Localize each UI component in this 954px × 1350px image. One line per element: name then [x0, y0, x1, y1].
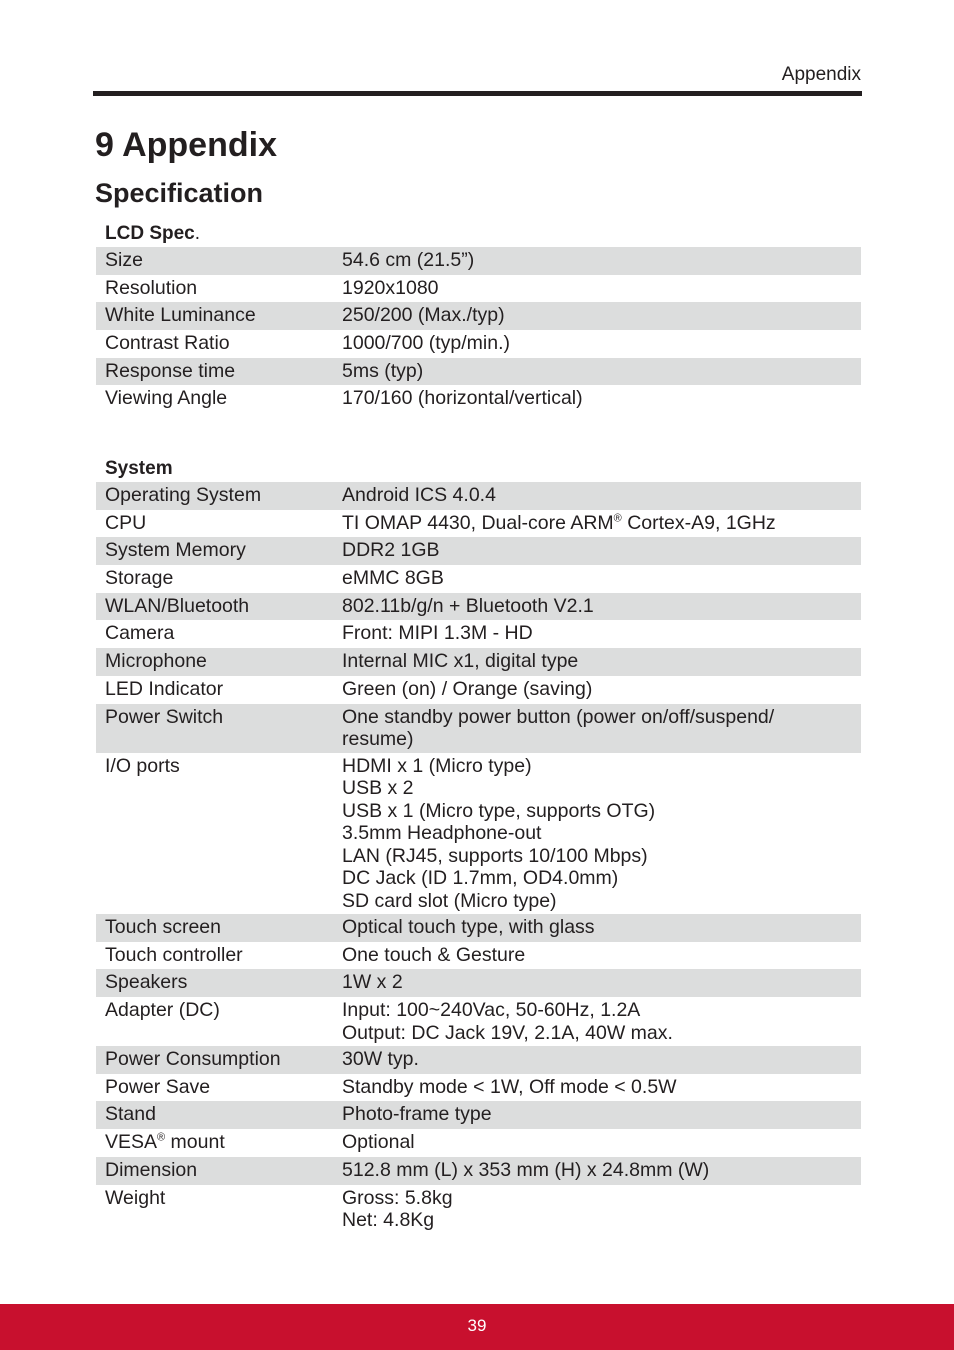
spec-value: 512.8 mm (L) x 353 mm (H) x 24.8mm (W)	[342, 1158, 710, 1181]
spec-value-line: 3.5mm Headphone-out	[342, 822, 542, 844]
spec-label: Response time	[105, 359, 236, 382]
spec-value: One touch & Gesture	[342, 943, 526, 966]
section-title: Specification	[95, 178, 264, 208]
spec-label	[96, 1129, 342, 1157]
spec-value-line: Gross: 5.8kg	[342, 1186, 453, 1209]
page-number: 39	[467, 1316, 487, 1335]
system-spec-title: System	[105, 458, 173, 479]
spec-value: Android ICS 4.0.4	[342, 484, 496, 506]
spec-value	[342, 704, 861, 753]
spec-value: Optical touch type, with glass	[342, 916, 595, 938]
spec-label: Camera	[105, 622, 175, 645]
spec-value-line: DC Jack (ID 1.7mm, OD4.0mm)	[342, 867, 619, 889]
table-row	[96, 1074, 861, 1102]
spec-value: Internal MIC x1, digital type	[342, 650, 579, 673]
registered-mark: ®	[157, 1131, 166, 1144]
table-row	[96, 385, 861, 413]
spec-value: Optional	[342, 1131, 415, 1154]
chapter-title: 9 Appendix	[95, 126, 277, 164]
spec-label: System Memory	[105, 539, 246, 562]
table-row	[96, 510, 861, 538]
spec-value: DDR2 1GB	[342, 539, 440, 562]
system-spec-table	[96, 456, 861, 1234]
spec-label-text: mount	[165, 1131, 225, 1154]
spec-value: 1W x 2	[342, 971, 403, 994]
spec-value-line: USB x 1 (Micro type, supports OTG)	[342, 799, 656, 822]
spec-value: 170/160 (horizontal/vertical)	[342, 387, 583, 410]
spec-value: Standby mode < 1W, Off mode < 0.5W	[342, 1075, 677, 1098]
spec-value-line: USB x 2	[342, 777, 414, 799]
spec-label: Touch controller	[105, 943, 243, 966]
spec-label: Adapter (DC)	[105, 999, 220, 1022]
spec-value-line: resume)	[342, 728, 414, 750]
registered-mark: ®	[613, 512, 622, 525]
table-row	[96, 1157, 861, 1185]
spec-label: Power Switch	[105, 705, 224, 728]
spec-label: I/O ports	[105, 754, 180, 777]
spec-value-line: One standby power button (power on/off/suspend/	[342, 705, 775, 728]
spec-label: CPU	[105, 511, 147, 534]
spec-label: Stand	[105, 1103, 156, 1126]
lcd-spec-title-punct: .	[194, 223, 201, 244]
spec-value	[342, 753, 861, 915]
table-row	[96, 302, 861, 330]
spec-label: White Luminance	[105, 304, 256, 327]
table-row	[96, 704, 861, 753]
spec-value: 54.6 cm (21.5”)	[342, 249, 475, 271]
spec-label: Operating System	[105, 484, 262, 506]
table-row	[96, 565, 861, 593]
table-row	[96, 1046, 861, 1074]
header-rule	[93, 91, 862, 96]
table-row	[96, 942, 861, 970]
spec-value-line: Net: 4.8Kg	[342, 1209, 435, 1231]
spec-value-line: HDMI x 1 (Micro type)	[342, 754, 532, 777]
spec-value-text: TI OMAP 4430, Dual-core ARM	[342, 511, 614, 534]
spec-value-line: Input: 100~240Vac, 50-60Hz, 1.2A	[342, 999, 641, 1022]
spec-label: Contrast Ratio	[105, 332, 230, 355]
spec-label: Weight	[105, 1186, 166, 1209]
spec-value-text: Cortex-A9, 1GHz	[621, 511, 776, 534]
spec-value	[342, 1185, 861, 1234]
spec-label: WLAN/Bluetooth	[105, 594, 250, 617]
spec-value: Front: MIPI 1.3M - HD	[342, 622, 533, 645]
spec-label: Speakers	[105, 971, 188, 994]
spec-value	[342, 510, 861, 538]
lcd-spec-heading	[96, 221, 861, 247]
spec-value: 5ms (typ)	[342, 359, 424, 382]
spec-value-line: LAN (RJ45, supports 10/100 Mbps)	[342, 844, 648, 867]
spec-value: eMMC 8GB	[342, 567, 444, 590]
spec-label: Size	[105, 249, 143, 271]
spec-label: Microphone	[105, 650, 207, 673]
spec-value: Green (on) / Orange (saving)	[342, 677, 593, 700]
table-row	[96, 247, 861, 275]
table-row	[96, 997, 861, 1046]
spec-label: Resolution	[105, 276, 198, 299]
table-row	[96, 358, 861, 386]
table-row	[96, 676, 861, 704]
spec-label: Touch screen	[105, 916, 221, 938]
spec-label: Dimension	[105, 1158, 198, 1181]
table-row	[96, 275, 861, 303]
spec-label: Viewing Angle	[105, 387, 228, 410]
table-row	[96, 593, 861, 621]
table-row	[96, 753, 861, 915]
spec-label-text: VESA	[105, 1131, 158, 1154]
table-row	[96, 537, 861, 565]
lcd-spec-table	[96, 221, 861, 413]
table-row	[96, 1185, 861, 1234]
spec-value: 1000/700 (typ/min.)	[342, 332, 511, 355]
spec-value: 1920x1080	[342, 276, 439, 299]
spec-label: LED Indicator	[105, 677, 224, 700]
spec-value-line: SD card slot (Micro type)	[342, 889, 557, 912]
spec-label: Power Consumption	[105, 1048, 281, 1071]
table-row	[96, 620, 861, 648]
spec-value: 802.11b/g/n + Bluetooth V2.1	[342, 594, 594, 617]
spec-value: 250/200 (Max./typ)	[342, 304, 505, 327]
spec-label: Power Save	[105, 1075, 211, 1098]
spec-value: Photo-frame type	[342, 1103, 492, 1126]
table-row	[96, 914, 861, 942]
table-row	[96, 482, 861, 510]
spec-value	[342, 997, 861, 1046]
lcd-spec-title: LCD Spec	[105, 223, 195, 244]
table-row	[96, 1101, 861, 1129]
spec-value-line: Output: DC Jack 19V, 2.1A, 40W max.	[342, 1021, 673, 1044]
spec-value: 30W typ.	[342, 1048, 419, 1071]
table-row	[96, 969, 861, 997]
table-row	[96, 1129, 861, 1157]
spec-label: Storage	[105, 567, 174, 590]
running-header: Appendix	[781, 64, 861, 85]
table-row	[96, 330, 861, 358]
table-row	[96, 648, 861, 676]
